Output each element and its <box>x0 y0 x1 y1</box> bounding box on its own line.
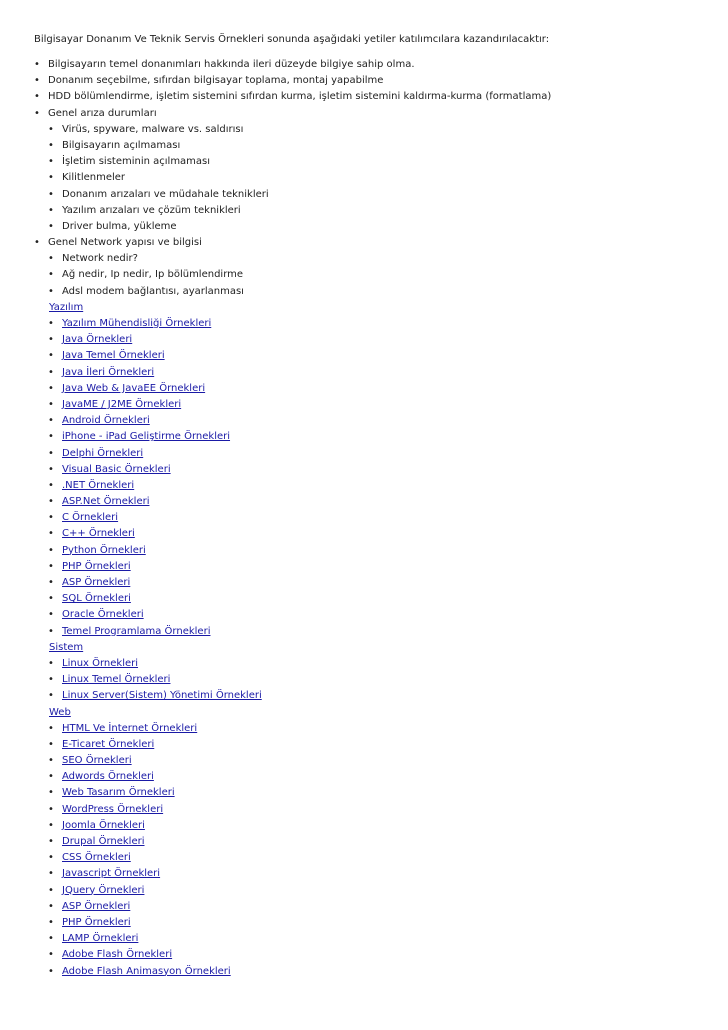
bullet-icon: • <box>48 852 54 864</box>
bullet-icon: • <box>48 188 54 200</box>
list-item <box>34 170 714 186</box>
bullet-icon: • <box>34 91 40 103</box>
list-link[interactable]: WordPress Örnekleri <box>62 803 164 815</box>
bullet-icon: • <box>48 787 54 799</box>
link-list-item[interactable] <box>34 866 714 882</box>
web-link-list <box>34 721 714 980</box>
list-link[interactable]: PHP Örnekleri <box>62 560 131 572</box>
list-item <box>34 203 714 219</box>
link-list-item[interactable] <box>34 834 714 850</box>
bullet-icon: • <box>48 544 54 556</box>
list-item-text: Genel Network yapısı ve bilgisi <box>48 237 202 249</box>
section-heading-system[interactable] <box>34 640 714 656</box>
link-list-item[interactable] <box>34 575 714 591</box>
link-list-item[interactable] <box>34 591 714 607</box>
bullet-icon: • <box>48 139 54 151</box>
link-list-item[interactable] <box>34 915 714 931</box>
bullet-icon: • <box>48 220 54 232</box>
list-item-text: Driver bulma, yükleme <box>62 220 177 232</box>
bullet-icon: • <box>48 625 54 637</box>
list-item <box>34 267 714 283</box>
bullet-icon: • <box>34 107 40 119</box>
link-list-item[interactable] <box>34 947 714 963</box>
link-list-item[interactable] <box>34 446 714 462</box>
list-item-text: Donanım seçebilme, sıfırdan bilgisayar toplama, montaj yapabilme <box>48 75 384 87</box>
link-list-item[interactable] <box>34 478 714 494</box>
list-link[interactable]: Visual Basic Örnekleri <box>62 463 171 475</box>
bullet-icon: • <box>48 285 54 297</box>
link-list-item[interactable] <box>34 785 714 801</box>
bullet-icon: • <box>48 868 54 880</box>
bullet-icon: • <box>48 771 54 783</box>
list-item <box>34 235 714 251</box>
list-item <box>34 122 714 138</box>
bullet-icon: • <box>48 593 54 605</box>
bullet-icon: • <box>48 916 54 928</box>
link-list-item[interactable] <box>34 672 714 688</box>
bullet-icon: • <box>48 366 54 378</box>
bullet-icon: • <box>34 237 40 249</box>
list-item <box>34 106 714 122</box>
list-link[interactable]: .NET Örnekleri <box>62 479 135 491</box>
link-list-item[interactable] <box>34 559 714 575</box>
link-list-item[interactable] <box>34 494 714 510</box>
list-link[interactable]: E-Ticaret Örnekleri <box>62 738 155 750</box>
link-list-item[interactable] <box>34 656 714 672</box>
bullet-icon: • <box>48 269 54 281</box>
bullet-icon: • <box>48 836 54 847</box>
list-link[interactable]: iPhone - iPad Geliştirme Örnekleri <box>62 431 231 443</box>
link-list-item[interactable] <box>34 526 714 542</box>
list-item-text: Ağ nedir, Ip nedir, Ip bölümlendirme <box>62 269 244 281</box>
list-item-text: Yazılım arızaları ve çözüm teknikleri <box>62 204 241 216</box>
bullet-icon: • <box>48 609 54 621</box>
list-link[interactable]: Java İleri Örnekleri <box>62 366 155 378</box>
list-link[interactable]: ASP Örnekleri <box>62 900 131 912</box>
list-link[interactable]: Java Web & JavaEE Örnekleri <box>62 382 206 394</box>
list-item <box>34 73 714 89</box>
bullet-icon: • <box>48 253 54 265</box>
link-list-item[interactable] <box>34 510 714 526</box>
link-list-item[interactable] <box>34 883 714 899</box>
list-link[interactable]: Adobe Flash Örnekleri <box>62 949 173 961</box>
list-item <box>34 251 714 267</box>
bullet-icon: • <box>48 949 54 961</box>
list-item <box>34 89 714 105</box>
link-list-item[interactable] <box>34 413 714 429</box>
link-list-item[interactable] <box>34 462 714 478</box>
network-sublist <box>34 251 714 300</box>
list-link[interactable]: CSS Örnekleri <box>62 852 131 864</box>
list-link[interactable]: PHP Örnekleri <box>62 916 131 928</box>
bullet-icon: • <box>48 674 54 686</box>
bullet-icon: • <box>48 156 54 168</box>
link-list-item[interactable] <box>34 381 714 397</box>
bullet-icon: • <box>48 318 54 329</box>
bullet-icon: • <box>48 690 54 702</box>
list-link[interactable]: Linux Örnekleri <box>62 657 139 669</box>
list-link[interactable]: Java Örnekleri <box>62 334 133 346</box>
web-heading-link[interactable]: Web <box>49 706 71 718</box>
bullet-icon: • <box>48 657 54 669</box>
bullet-icon: • <box>48 398 54 410</box>
bullet-icon: • <box>48 463 54 475</box>
list-link[interactable]: Temel Programlama Örnekleri <box>62 625 211 637</box>
bullet-icon: • <box>48 431 54 443</box>
bullet-icon: • <box>48 965 54 977</box>
list-item-text: Network nedir? <box>62 253 138 265</box>
link-list-item[interactable] <box>34 332 714 348</box>
list-link[interactable]: Python Örnekleri <box>62 544 146 556</box>
link-list-item[interactable] <box>34 769 714 785</box>
list-link[interactable]: Android Örnekleri <box>62 415 150 427</box>
list-link[interactable]: ASP.Net Örnekleri <box>62 496 150 508</box>
list-item-text: Donanım arızaları ve müdahale teknikleri <box>62 188 269 200</box>
link-list-item[interactable] <box>34 688 714 704</box>
software-heading-link[interactable]: Yazılım <box>49 301 84 313</box>
list-link[interactable]: Adwords Örnekleri <box>62 771 154 783</box>
bullet-icon: • <box>48 382 54 394</box>
bullet-icon: • <box>48 447 54 459</box>
link-list-item[interactable] <box>34 721 714 737</box>
link-list-item[interactable] <box>34 316 714 332</box>
section-heading-software[interactable] <box>34 300 714 316</box>
bullet-icon: • <box>48 512 54 524</box>
link-list-item[interactable] <box>34 931 714 947</box>
bullet-icon: • <box>48 560 54 572</box>
list-link[interactable]: SQL Örnekleri <box>62 593 131 605</box>
list-link[interactable]: JavaME / J2ME Örnekleri <box>62 398 182 410</box>
list-link[interactable]: Yazılım Mühendisliği Örnekleri <box>62 318 212 329</box>
list-item-text: Bilgisayarın açılmaması <box>62 139 181 151</box>
list-item <box>34 154 714 170</box>
list-item <box>34 138 714 154</box>
section-heading-web[interactable] <box>34 705 714 721</box>
link-list-item[interactable] <box>34 397 714 413</box>
bullet-icon: • <box>48 350 54 362</box>
bullet-icon: • <box>34 59 40 70</box>
list-link[interactable]: Oracle Örnekleri <box>62 609 144 621</box>
list-link[interactable]: Delphi Örnekleri <box>62 447 144 459</box>
bullet-icon: • <box>48 722 54 734</box>
bullet-icon: • <box>48 884 54 896</box>
list-item <box>34 284 714 300</box>
list-item-text: Bilgisayarın temel donanımları hakkında ileri düzeyde bilgiye sahip olma. <box>48 59 415 70</box>
list-link[interactable]: C Örnekleri <box>62 512 119 524</box>
list-link[interactable]: Java Temel Örnekleri <box>62 350 165 362</box>
bullet-icon: • <box>48 755 54 767</box>
list-link[interactable]: C++ Örnekleri <box>62 528 135 540</box>
bullet-icon: • <box>48 123 54 135</box>
list-link[interactable]: HTML Ve İnternet Örnekleri <box>62 722 198 734</box>
bullet-icon: • <box>48 933 54 945</box>
list-item-text: HDD bölümlendirme, işletim sistemini sıfırdan kurma, işletim sistemini kaldırma-kurma (formatlama) <box>48 91 552 103</box>
bullet-icon: • <box>48 577 54 588</box>
list-item-text: Genel arıza durumları <box>48 107 157 119</box>
bullet-icon: • <box>48 803 54 815</box>
bullet-icon: • <box>48 900 54 912</box>
list-link[interactable]: Linux Temel Örnekleri <box>62 674 171 686</box>
bullet-icon: • <box>48 204 54 216</box>
bullet-icon: • <box>48 496 54 508</box>
bullet-icon: • <box>48 415 54 427</box>
bullet-icon: • <box>34 75 40 87</box>
list-link[interactable]: Adobe Flash Animasyon Örnekleri <box>62 965 231 977</box>
list-link[interactable]: Linux Server(Sistem) Yönetimi Örnekleri <box>62 690 262 702</box>
list-link[interactable]: Drupal Örnekleri <box>62 836 145 847</box>
bullet-icon: • <box>48 479 54 491</box>
bullet-icon: • <box>48 334 54 346</box>
bullet-icon: • <box>48 819 54 831</box>
list-item <box>34 187 714 203</box>
link-list-item[interactable] <box>34 850 714 866</box>
list-link[interactable]: JQuery Örnekleri <box>62 884 145 896</box>
link-list-item[interactable] <box>34 429 714 445</box>
link-list-item[interactable] <box>34 737 714 753</box>
list-link[interactable]: LAMP Örnekleri <box>62 933 139 945</box>
document-page <box>34 33 714 980</box>
link-list-item[interactable] <box>34 348 714 364</box>
link-list-item[interactable] <box>34 818 714 834</box>
software-link-list <box>34 316 714 640</box>
bullet-icon: • <box>48 172 54 184</box>
link-list-item[interactable] <box>34 607 714 623</box>
bullet-icon: • <box>48 738 54 750</box>
link-list-item[interactable] <box>34 753 714 769</box>
intro-text: Bilgisayar Donanım Ve Teknik Servis Örnekleri sonunda aşağıdaki yetiler katılımcılara kazandırılacaktır: <box>34 34 550 45</box>
list-link[interactable]: Javascript Örnekleri <box>62 868 161 880</box>
link-list-item[interactable] <box>34 964 714 980</box>
list-link[interactable]: Joomla Örnekleri <box>62 819 145 831</box>
link-list-item[interactable] <box>34 624 714 640</box>
fault-sublist <box>34 122 714 235</box>
list-link[interactable]: SEO Örnekleri <box>62 755 132 767</box>
list-link[interactable]: ASP Örnekleri <box>62 577 131 588</box>
list-item-text: İşletim sisteminin açılmaması <box>62 156 211 168</box>
list-item-text: Kilitlenmeler <box>62 172 126 184</box>
list-item-text: Virüs, spyware, malware vs. saldırısı <box>62 123 244 135</box>
system-link-list <box>34 656 714 705</box>
link-list-item[interactable] <box>34 365 714 381</box>
list-item <box>34 219 714 235</box>
system-heading-link[interactable]: Sistem <box>49 641 84 653</box>
link-list-item[interactable] <box>34 899 714 915</box>
list-link[interactable]: Web Tasarım Örnekleri <box>62 787 175 799</box>
bullet-icon: • <box>48 528 54 540</box>
list-item <box>34 57 714 73</box>
link-list-item[interactable] <box>34 543 714 559</box>
list-item-text: Adsl modem bağlantısı, ayarlanması <box>62 285 244 297</box>
link-list-item[interactable] <box>34 802 714 818</box>
